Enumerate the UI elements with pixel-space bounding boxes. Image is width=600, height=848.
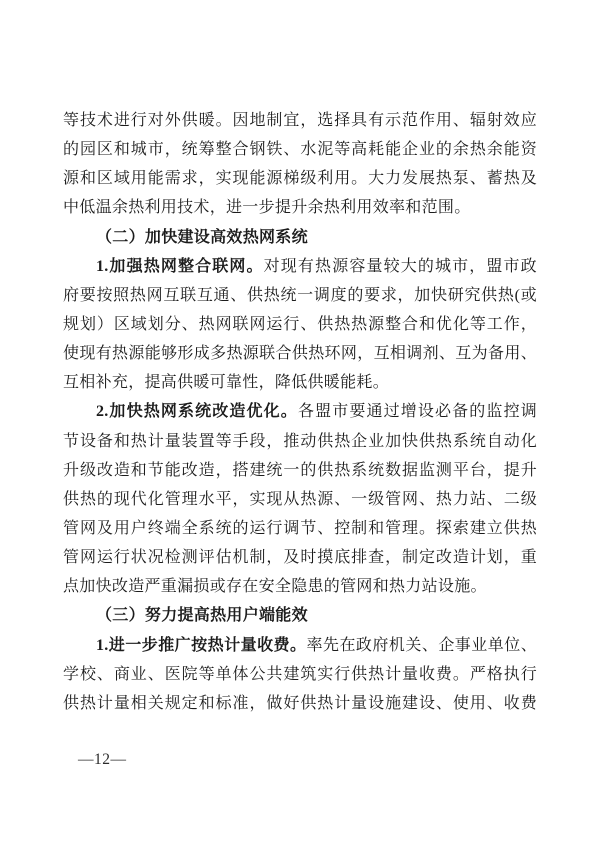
text-run: 节设备和热计量装置等手段，推动供热企业加快供热系统自动化 [63,432,537,450]
text-line [63,310,537,339]
text-line [63,368,537,397]
text-line [63,485,537,514]
text-run: 互相补充，提高供暖可靠性，降低供暖能耗。 [63,374,390,392]
text-run: 对现有热源容量较大的城市，盟市政 [263,257,537,275]
text-line [63,543,537,572]
text-line [63,164,537,193]
text-run: 管网运行状况检测评估机制，及时摸底排查，制定改造计划，重 [63,549,537,567]
paragraph-start-line [63,631,537,660]
text-line [63,135,537,164]
text-run: 中低温余热利用技术，进一步提升余热利用效率和范围。 [63,199,471,217]
text-run: 管网及用户终端全系统的运行调节、控制和管理。探索建立供热 [63,519,537,537]
text-run: 使现有热源能够形成多热源联合供热环网，互相调剂、互为备用、 [63,345,537,363]
text-line [63,281,537,310]
bold-text-run: （三）努力提高热用户端能效 [96,607,308,625]
text-line [63,456,537,485]
text-run: 升级改造和节能改造，搭建统一的供热系统数据监测平台，提升 [63,461,537,479]
text-run: 各盟市要通过增设必备的监控调 [297,403,537,421]
text-line [63,339,537,368]
text-run: 府要按照热网互联互通、供热统一调度的要求，加快研究供热(或 [63,286,537,304]
text-run: 学校、商业、医院等单体公共建筑实行供热计量收费。严格执行 [63,665,537,683]
section-heading-3 [63,601,537,630]
text-run: 率先在政府机关、企事业单位、 [306,636,537,654]
text-run: 源和区域用能需求，实现能源梯级利用。大力发展热泵、蓄热及 [63,170,537,188]
text-line [63,660,537,689]
paragraph-start-line [63,397,537,426]
text-run: 等技术进行对外供暖。因地制宜，选择具有示范作用、辐射效应 [63,112,537,129]
page-number: —12— [78,751,127,768]
text-line [63,427,537,456]
text-run: 供热计量相关规定和标准，做好供热计量设施建设、使用、收费 [63,694,537,712]
document-text-block [63,106,537,718]
text-line [63,689,537,718]
bold-text-run: 2.加快热网系统改造优化。 [96,403,298,421]
text-line [63,514,537,543]
text-line [63,572,537,601]
bold-text-run: 1.加强热网整合联网。 [96,257,264,275]
section-heading-2 [63,223,537,252]
text-run: 规划）区域划分、热网联网运行、供热热源整合和优化等工作， [63,315,537,333]
paragraph-start-line [63,252,537,281]
text-run: 的园区和城市，统筹整合钢铁、水泥等高耗能企业的余热余能资 [63,141,537,159]
text-line [63,106,537,135]
text-line [63,193,537,222]
bold-text-run: （二）加快建设高效热网系统 [96,228,308,246]
text-run: 点加快改造严重漏损或存在安全隐患的管网和热力站设施。 [63,578,487,596]
text-run: 供热的现代化管理水平，实现从热源、一级管网、热力站、二级 [63,490,537,508]
bold-text-run: 1.进一步推广按热计量收费。 [96,636,307,654]
